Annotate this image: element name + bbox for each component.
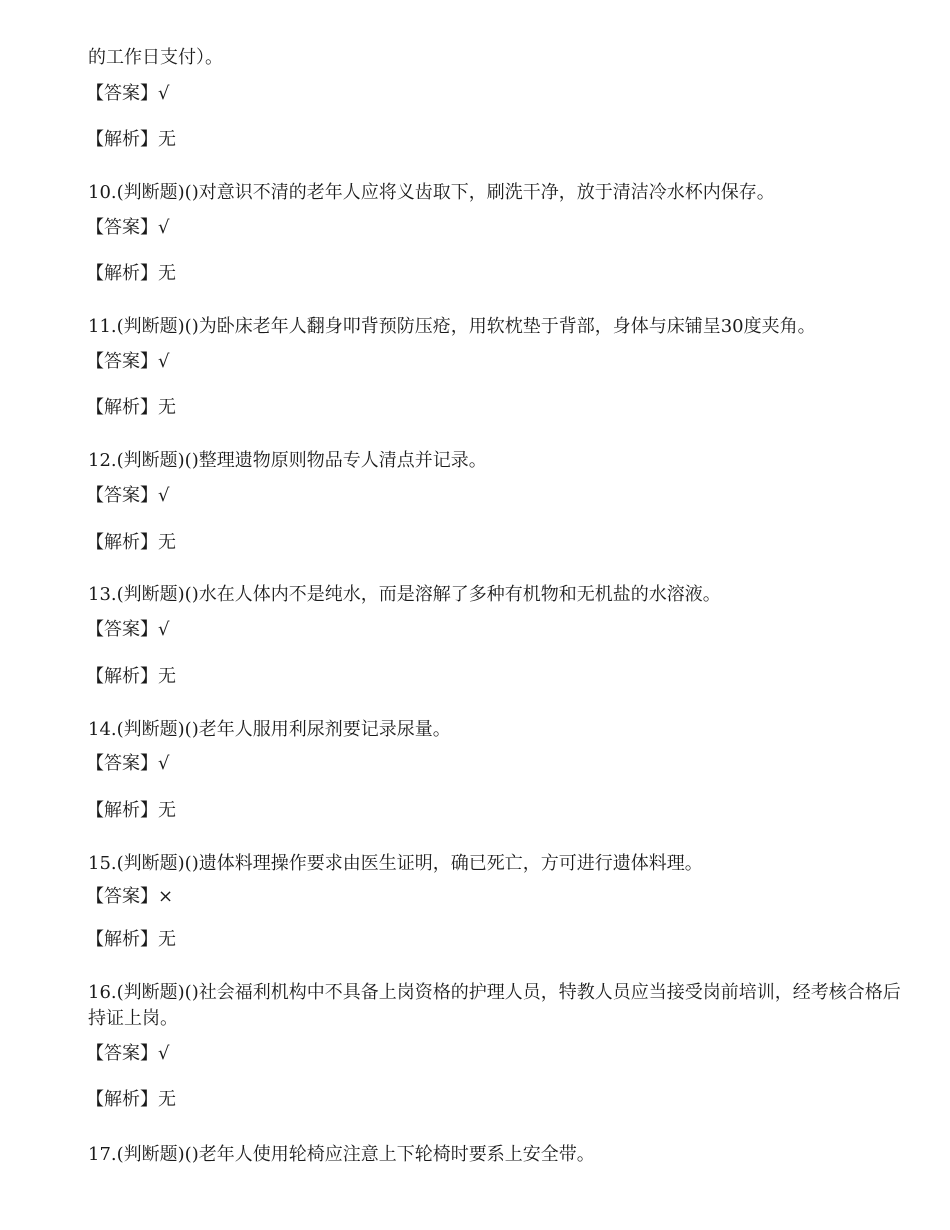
answer-label: 【答案】 bbox=[86, 753, 158, 774]
analysis-value: 无 bbox=[158, 532, 176, 553]
answer-value: √ bbox=[158, 485, 170, 506]
analysis-line bbox=[86, 798, 906, 824]
analysis-line bbox=[86, 530, 906, 556]
analysis-line bbox=[86, 927, 906, 953]
answer-line bbox=[86, 349, 906, 375]
analysis-line bbox=[86, 1087, 906, 1113]
analysis-line bbox=[86, 395, 906, 421]
analysis-value: 无 bbox=[158, 129, 176, 150]
question-text: 15.(判断题)()遗体料理操作要求由医生证明，确已死亡，方可进行遗体料理。 bbox=[88, 853, 703, 874]
continuation-text: 的工作日支付）。 bbox=[88, 47, 223, 68]
analysis-line bbox=[86, 127, 906, 153]
answer-line bbox=[86, 81, 906, 107]
analysis-value: 无 bbox=[158, 666, 176, 687]
question-text: 12.(判断题)()整理遗物原则物品专人清点并记录。 bbox=[88, 450, 487, 471]
answer-value: √ bbox=[158, 1043, 170, 1064]
analysis-label: 【解析】 bbox=[86, 129, 158, 150]
analysis-value: 无 bbox=[158, 1089, 176, 1110]
question-text: 16.(判断题)()社会福利机构中不具备上岗资格的护理人员，特教人员应当接受岗前培训，经考核合格后持证上岗。 bbox=[88, 982, 901, 1029]
question-text: 10.(判断题)()对意识不清的老年人应将义齿取下，刷洗干净，放于清洁冷水杯内保存。 bbox=[88, 182, 775, 203]
question-text: 14.(判断题)()老年人服用利尿剂要记录尿量。 bbox=[88, 719, 451, 740]
question-text: 13.(判断题)()水在人体内不是纯水，而是溶解了多种有机物和无机盐的水溶液。 bbox=[88, 584, 721, 605]
question-text: 17.(判断题)()老年人使用轮椅应注意上下轮椅时要系上安全带。 bbox=[88, 1144, 595, 1165]
analysis-label: 【解析】 bbox=[86, 263, 158, 284]
analysis-label: 【解析】 bbox=[86, 800, 158, 821]
analysis-line bbox=[86, 664, 906, 690]
answer-line bbox=[86, 751, 906, 777]
analysis-value: 无 bbox=[158, 800, 176, 821]
answer-label: 【答案】 bbox=[86, 351, 158, 372]
answer-line bbox=[86, 1041, 906, 1067]
answer-value: √ bbox=[158, 217, 170, 238]
answer-label: 【答案】 bbox=[86, 619, 158, 640]
answer-value: √ bbox=[158, 619, 170, 640]
answer-value: × bbox=[158, 886, 174, 907]
answer-value: √ bbox=[158, 83, 170, 104]
answer-label: 【答案】 bbox=[86, 83, 158, 104]
analysis-value: 无 bbox=[158, 397, 176, 418]
answer-line bbox=[86, 617, 906, 643]
answer-line bbox=[86, 483, 906, 509]
answer-value: √ bbox=[158, 351, 170, 372]
question-text: 11.(判断题)()为卧床老年人翻身叩背预防压疮，用软枕垫于背部，身体与床铺呈30度夹角。 bbox=[88, 316, 816, 337]
analysis-label: 【解析】 bbox=[86, 929, 158, 950]
answer-label: 【答案】 bbox=[86, 886, 158, 907]
answer-line bbox=[86, 215, 906, 241]
analysis-label: 【解析】 bbox=[86, 666, 158, 687]
analysis-label: 【解析】 bbox=[86, 1089, 158, 1110]
analysis-label: 【解析】 bbox=[86, 397, 158, 418]
analysis-value: 无 bbox=[158, 263, 176, 284]
answer-line bbox=[86, 884, 906, 910]
analysis-line bbox=[86, 261, 906, 287]
analysis-value: 无 bbox=[158, 929, 176, 950]
answer-label: 【答案】 bbox=[86, 485, 158, 506]
answer-value: √ bbox=[158, 753, 170, 774]
answer-label: 【答案】 bbox=[86, 217, 158, 238]
analysis-label: 【解析】 bbox=[86, 532, 158, 553]
answer-label: 【答案】 bbox=[86, 1043, 158, 1064]
